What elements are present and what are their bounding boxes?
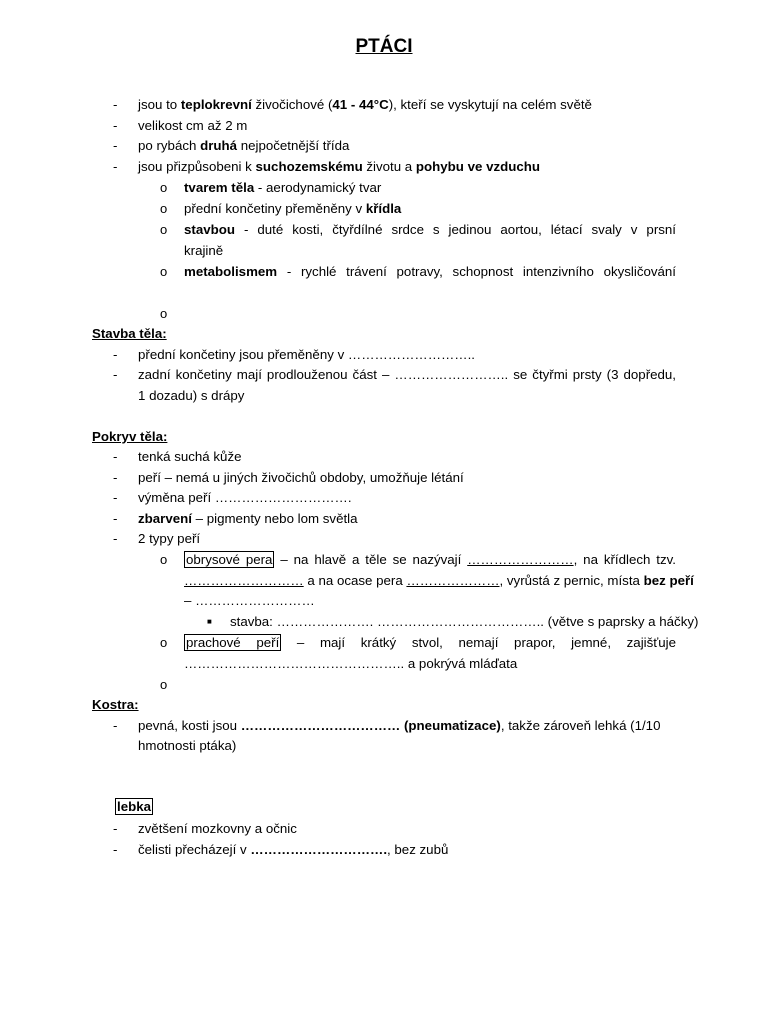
sub-bullet: o xyxy=(160,552,168,567)
sub-bullet: o xyxy=(160,635,168,650)
page-title: PTÁCI xyxy=(355,36,413,57)
sub-item-wings: přední končetiny přeměněny v křídla xyxy=(184,201,402,216)
section-heading-kostra: Kostra: xyxy=(92,697,139,712)
list-dash: - xyxy=(113,138,118,153)
sub-item-down-feathers-cont: ………………………………………….. a pokrývá mláďata xyxy=(184,656,518,671)
list-dash: - xyxy=(113,821,118,836)
list-dash: - xyxy=(113,118,118,133)
stavba-item-hind-limbs: zadní končetiny mají prodlouženou část – …………………….. se čtyřmi prsty (3 dopředu, xyxy=(138,367,676,382)
sub-bullet: o xyxy=(160,264,168,279)
list-dash: - xyxy=(113,97,118,112)
boxed-term: obrysové pera xyxy=(186,552,273,567)
pokryv-item-feathers: peří – nemá u jiných živočichů obdoby, umožňuje létání xyxy=(138,470,464,485)
intro-item-adapted: jsou přizpůsobeni k suchozemskému životu a pohybu ve vzduchu xyxy=(138,159,541,174)
square-bullet: ■ xyxy=(207,617,212,626)
kostra-item-bones-cont: hmotnosti ptáka) xyxy=(138,738,237,753)
list-dash: - xyxy=(113,367,118,382)
sub-item-metabolism: metabolismem - rychlé trávení potravy, schopnost intenzivního okysličování xyxy=(184,264,676,279)
sub-bullet-empty: o xyxy=(160,677,168,692)
list-dash: - xyxy=(113,159,118,174)
list-dash: - xyxy=(113,842,118,857)
lebka-heading: lebka xyxy=(117,799,152,814)
sub-item-contour-feathers: obrysové pera – na hlavě a těle se nazývají ……………………, na křídlech tzv. xyxy=(186,552,677,567)
pokryv-item-color: zbarvení – pigmenty nebo lom světla xyxy=(138,511,358,526)
kostra-item-bones: pevná, kosti jsou ……………………………… (pneumatizace), takže zároveň lehká (1/10 xyxy=(138,718,661,733)
pokryv-item-molt: výměna peří …………………………. xyxy=(138,490,352,505)
sub-item-body-shape: tvarem těla - aerodynamický tvar xyxy=(184,180,382,195)
list-dash: - xyxy=(113,470,118,485)
stavba-item-hind-limbs-cont: 1 dozadu) s drápy xyxy=(138,388,245,403)
stavba-item-front-limbs: přední končetiny jsou přeměněny v ……………………….. xyxy=(138,347,475,362)
list-dash: - xyxy=(113,531,118,546)
list-dash: - xyxy=(113,490,118,505)
list-dash: - xyxy=(113,347,118,362)
pokryv-item-skin: tenká suchá kůže xyxy=(138,449,242,464)
sub-bullet: o xyxy=(160,222,168,237)
sub-item-structure: stavbou - duté kosti, čtyřdílné srdce s jedinou aortou, létací svaly v prsní xyxy=(184,222,676,237)
sub-item-contour-feathers-cont: ……………………… a na ocase pera …………………, vyrůstá z pernic, místa bez peří xyxy=(184,573,694,588)
lebka-item-jaws: čelisti přecházejí v …………………………., bez zubů xyxy=(138,842,449,857)
sub-item-structure-cont: krajině xyxy=(184,243,224,258)
section-heading-stavba: Stavba těla: xyxy=(92,326,167,341)
sub-item-down-feathers: prachové peří – mají krátký stvol, nemají prapor, jemné, zajišťuje xyxy=(186,635,676,650)
list-dash: - xyxy=(113,718,118,733)
intro-item-size: velikost cm až 2 m xyxy=(138,118,248,133)
list-dash: - xyxy=(113,511,118,526)
sub-sub-item-structure: stavba: …………………. ……………………………….. (větve s paprsky a háčky) xyxy=(230,614,699,629)
sub-item-contour-feathers-cont2: – ……………………… xyxy=(184,593,315,608)
section-heading-pokryv: Pokryv těla: xyxy=(92,429,168,444)
list-dash: - xyxy=(113,449,118,464)
lebka-item-braincase: zvětšení mozkovny a očnic xyxy=(138,821,297,836)
sub-bullet: o xyxy=(160,201,168,216)
pokryv-item-types: 2 typy peří xyxy=(138,531,201,546)
intro-item-warmblooded: jsou to teplokrevní živočichové (41 - 44°C), kteří se vyskytují na celém světě xyxy=(138,97,592,112)
sub-bullet: o xyxy=(160,180,168,195)
intro-item-count: po rybách druhá nejpočetnější třída xyxy=(138,138,350,153)
sub-bullet-empty: o xyxy=(160,306,168,321)
boxed-term: prachové peří xyxy=(186,635,280,650)
